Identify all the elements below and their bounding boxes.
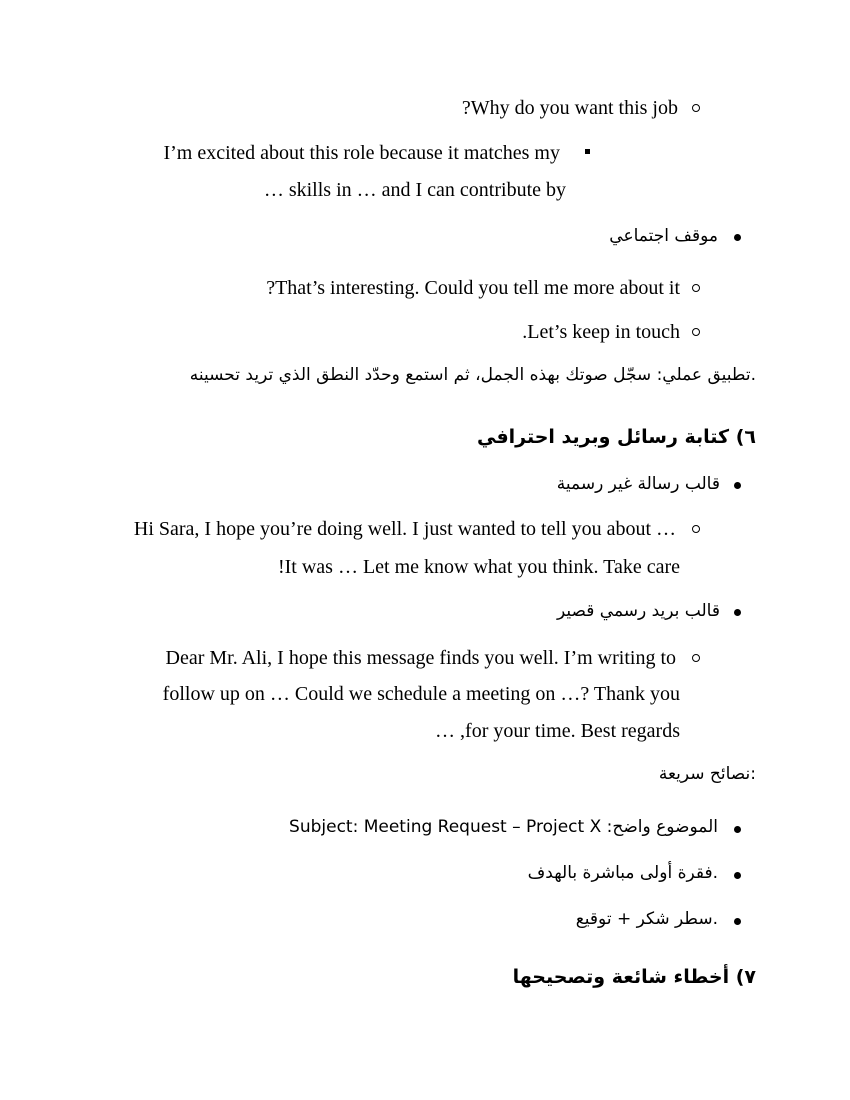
section-heading-7: ٧) أخطاء شائعة وتصحيحها [512, 966, 756, 988]
filled-circle-bullet-icon [734, 234, 741, 241]
tip-thanks-signature: سطر شكر + توقيع. [575, 909, 718, 929]
filled-circle-bullet-icon [734, 609, 741, 616]
practice-tip: تطبيق عملي: سجّل صوتك بهذه الجمل، ثم استمع وحدّد النطق الذي تريد تحسينه. [189, 365, 756, 385]
formal-template-line-2: follow up on … Could we schedule a meeting on …? Thank you [162, 683, 680, 705]
hollow-circle-bullet-icon [692, 284, 700, 292]
tip-first-paragraph: فقرة أولى مباشرة بالهدف. [527, 863, 718, 883]
informal-template-label: قالب رسالة غير رسمية [556, 474, 720, 494]
quick-tips-heading: نصائح سريعة: [658, 764, 756, 784]
filled-circle-bullet-icon [734, 482, 741, 489]
hollow-circle-bullet-icon [692, 328, 700, 336]
hollow-circle-bullet-icon [692, 104, 700, 112]
section-heading-6: ٦) كتابة رسائل وبريد احترافي [476, 426, 756, 448]
hollow-circle-bullet-icon [692, 654, 700, 662]
square-bullet-icon [585, 149, 590, 154]
answer-line-2: … skills in … and I can contribute by [263, 179, 566, 201]
phrase-interesting: ?That’s interesting. Could you tell me more about it [266, 277, 680, 299]
phrase-keep-in-touch: .Let’s keep in touch [522, 321, 680, 343]
social-situation-label: موقف اجتماعي [609, 226, 718, 246]
formal-template-label: قالب بريد رسمي قصير [557, 601, 720, 621]
hollow-circle-bullet-icon [692, 525, 700, 533]
informal-template-line-1: Hi Sara, I hope you’re doing well. I just wanted to tell you about … [133, 518, 676, 540]
filled-circle-bullet-icon [734, 918, 741, 925]
answer-line-1: I’m excited about this role because it matches my [163, 142, 560, 164]
formal-template-line-1: Dear Mr. Ali, I hope this message finds you well. I’m writing to [165, 647, 676, 669]
question-why-job: ?Why do you want this job [461, 97, 678, 119]
tip-subject-line: الموضوع واضح: Subject: Meeting Request – Project X [289, 817, 718, 837]
formal-template-line-3: … ,for your time. Best regards [435, 720, 680, 742]
filled-circle-bullet-icon [734, 826, 741, 833]
filled-circle-bullet-icon [734, 872, 741, 879]
informal-template-line-2: !It was … Let me know what you think. Take care [277, 556, 680, 578]
